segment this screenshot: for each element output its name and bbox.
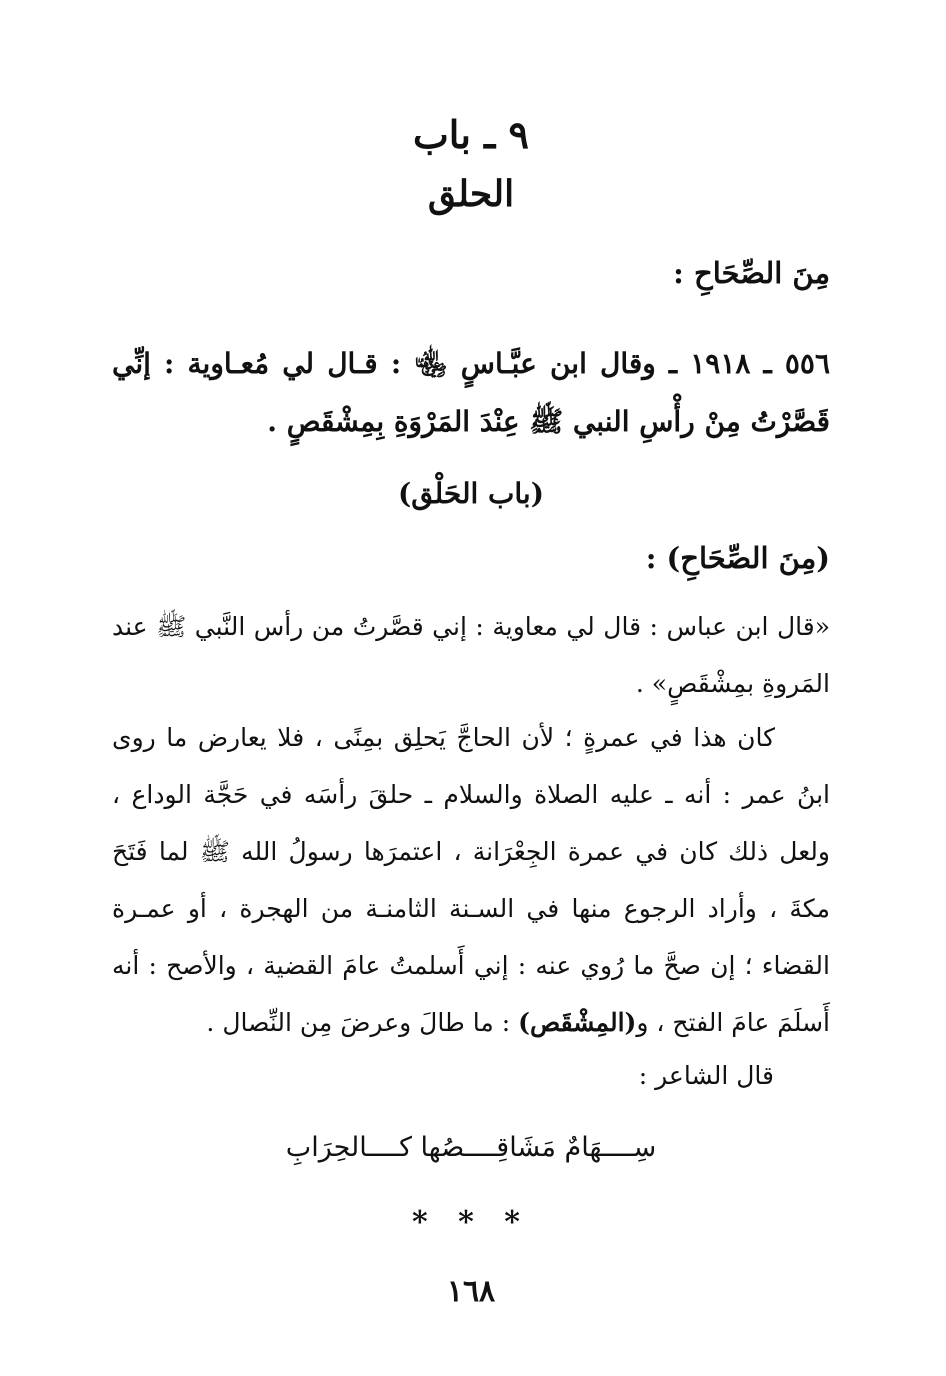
commentary-term-definition: : ما طالَ وعرضَ مِن النِّصال .	[206, 1008, 519, 1037]
chapter-title: الحلق	[427, 173, 515, 215]
book-page	[112, 0, 830, 1376]
commentary-term: (المِشْقَص)	[518, 1008, 637, 1037]
hadith-entry: ٥٥٦ ـ ١٩١٨ ـ وقال ابن عبَّـاسٍ ﵄ : قـال لي مُعـاوية : إنِّي قَصَّرْتُ مِنْ رأْسِ النبي ﷺ عِنْدَ المَرْوَةِ بِمِشْقَصٍ .	[112, 347, 831, 438]
commentary-main-text: كان هذا في عمرةٍ ؛ لأن الحاجَّ يَحلِق بمِنًى ، فلا يعارض ما روى ابنُ عمر : أنه ـ عليه الصلاة والسلام ـ حلقَ رأسَه في حَجَّة الوداع ، ولعل ذلك كان في عمرة الجِعْرَانة ، اعتمرَها رسولُ الله ﷺ لما فَتَحَ مكةَ ، وأراد الرجوع منها في السـنة الثامنـة من الهجرة ، أو عمـرة القضاء ؛ إن صحَّ ما رُوي عنه : إني أَسلمتُ عامَ القضية ، والأصح : أنه أَسلَمَ عامَ الفتح ، و	[112, 723, 830, 1037]
hadith-quote: «قال ابن عباس : قال لي معاوية : إني قصَّرتُ من رأس النَّبي ﷺ عند المَروةِ بمِشْقَصٍ» .	[112, 612, 830, 698]
poetry-verse: سِــــهَامٌ مَشَاقِــــصُها كــــالحِرَابِ	[285, 1132, 657, 1163]
section-separator: * * *	[412, 1205, 530, 1240]
page-number: ١٦٨	[446, 1274, 496, 1309]
poet-label: قال الشاعر :	[638, 1061, 774, 1090]
commentary-source-label: (مِنَ الصِّحَاحِ) :	[645, 541, 830, 575]
commentary-paragraph	[112, 709, 830, 1051]
source-label: مِنَ الصِّحَاحِ :	[673, 256, 830, 290]
chapter-number: ٩ ـ باب	[413, 112, 529, 157]
commentary-heading: (باب الحَلْق)	[398, 477, 544, 510]
